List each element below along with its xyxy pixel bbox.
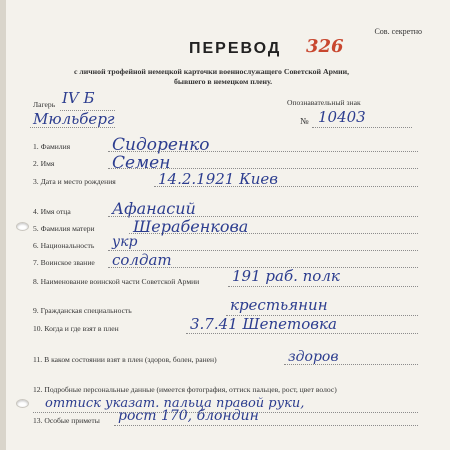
field-line-5 xyxy=(129,233,418,234)
field-value-11: здоров xyxy=(288,349,339,365)
id-tag-number-value: 10403 xyxy=(318,108,366,126)
punch-hole-top xyxy=(16,222,29,231)
field-line-10 xyxy=(186,333,418,334)
handwritten-reference-number: 326 xyxy=(306,36,344,57)
classification-mark: Сов. секретно xyxy=(374,27,422,36)
field-label-4: 4. Имя отца xyxy=(33,207,71,216)
punch-hole-bottom xyxy=(16,399,29,408)
field-label-7: 7. Воинское звание xyxy=(33,258,95,267)
field-value-12: оттиск указат. пальца правой руки, xyxy=(45,396,305,411)
field-value-7: солдат xyxy=(112,251,172,269)
field-label-9: 9. Гражданская специальность xyxy=(33,306,132,315)
document-title: ПЕРЕВОД xyxy=(189,40,282,57)
field-label-6: 6. Национальность xyxy=(33,241,95,250)
field-value-8: 191 раб. полк xyxy=(232,267,340,285)
field-value-4: Афанасий xyxy=(112,199,196,218)
field-label-2: 2. Имя xyxy=(33,159,55,168)
subtitle-line-2: бывшего в немецком плену. xyxy=(174,77,273,86)
field-line-1 xyxy=(108,151,418,152)
field-line-2 xyxy=(108,168,418,169)
field-line-3 xyxy=(154,186,418,187)
field-label-10: 10. Когда и где взят в плен xyxy=(33,324,119,333)
field-value-13: рост 170, блондин xyxy=(118,408,259,424)
field-value-1: Сидоренко xyxy=(112,135,210,155)
field-value-9: крестьянин xyxy=(230,296,328,314)
field-label-1: 1. Фамилия xyxy=(33,142,71,151)
paper-edge xyxy=(0,0,6,450)
id-tag-line xyxy=(312,127,412,128)
id-tag-label: Опознавательный знак xyxy=(287,98,361,107)
field-label-12: 12. Подробные персональные данные (имеется фотография, оттиск пальцев, рост, цвет волос) xyxy=(33,385,337,394)
camp-label: Лагерь xyxy=(33,100,56,109)
field-value-10: 3.7.41 Шепетовка xyxy=(190,315,337,333)
camp-place-value: Мюльберг xyxy=(33,110,115,128)
field-value-5: Шерабенкова xyxy=(133,217,249,236)
field-line-8 xyxy=(228,286,418,287)
field-line-13 xyxy=(114,425,418,426)
field-label-8: 8. Наименование воинской части Советской Армии xyxy=(33,277,200,286)
field-label-13: 13. Особые приметы xyxy=(33,416,100,425)
field-label-3: 3. Дата и место рождения xyxy=(33,177,116,186)
field-value-2: Семен xyxy=(112,153,171,173)
field-value-3: 14.2.1921 Киев xyxy=(158,170,278,188)
camp-place-line xyxy=(30,127,115,128)
field-label-5: 5. Фамилия матери xyxy=(33,224,95,233)
field-label-11: 11. В каком состоянии взят в плен (здоров, болен, ранен) xyxy=(33,355,217,364)
camp-number-value: IV Б xyxy=(62,89,95,107)
id-tag-number-prefix: № xyxy=(300,116,309,126)
field-value-6: укр xyxy=(112,234,138,250)
subtitle-line-1: с личной трофейной немецкой карточки военнослужащего Советской Армии, xyxy=(74,67,350,76)
field-line-11 xyxy=(284,364,418,365)
